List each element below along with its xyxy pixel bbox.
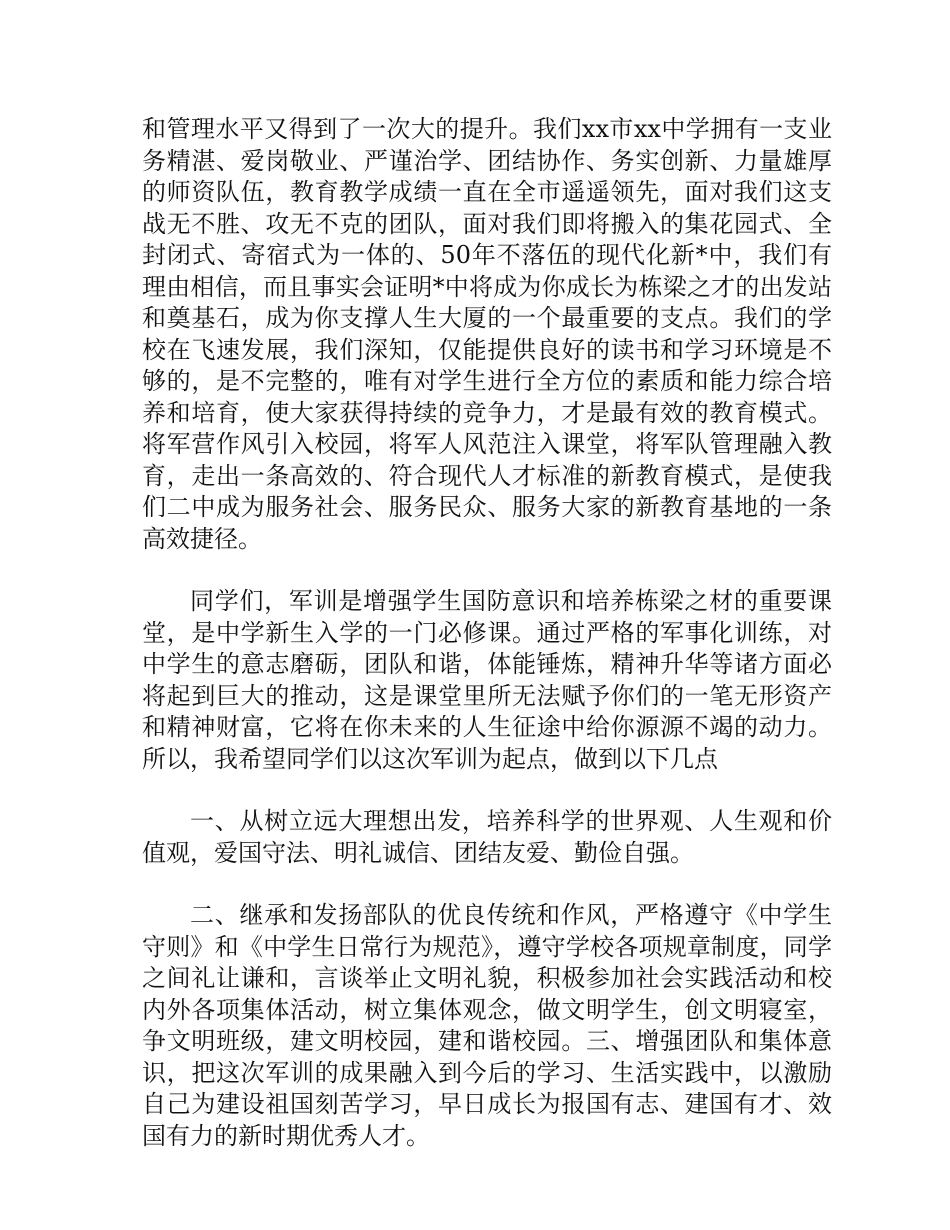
- paragraph-school-intro: 和管理水平又得到了一次大的提升。我们xx市xx中学拥有一支业务精湛、爱岗敬业、严谨治学、团结协作、务实创新、力量雄厚的师资队伍，教育教学成绩一直在全市遥遥领先，面对我们这支战无不胜、攻无不克的团队，面对我们即将搬入的集花园式、全封闭式、寄宿式为一体的、50年不落伍的现代化新*中，我们有理由相信，而且事实会证明*中将成为你成长为栋梁之才的出发站和奠基石，成为你支撑人生大厦的一个最重要的支点。我们的学校在飞速发展，我们深知，仅能提供良好的读书和学习环境是不够的，是不完整的，唯有对学生进行全方位的素质和能力综合培养和培育，使大家获得持续的竞争力，才是最有效的教育模式。将军营作风引入校园，将军人风范注入课堂，将军队管理融入教育，走出一条高效的、符合现代人才标准的新教育模式，是使我们二中成为服务社会、服务民众、服务大家的新教育基地的一条高效捷径。: [142, 115, 832, 553]
- paragraph-military-training: 同学们，军训是增强学生国防意识和培养栋梁之材的重要课堂，是中学新生入学的一门必修课。通过严格的军事化训练，对中学生的意志磨砺，团队和谐，体能锤炼，精神升华等诸方面必将起到巨大的推动，这是课堂里所无法赋予你们的一笔无形资产和精神财富，它将在你未来的人生征途中给你源源不竭的动力。所以，我希望同学们以这次军训为起点，做到以下几点: [142, 587, 832, 773]
- paragraph-point-one: 一、从树立远大理想出发，培养科学的世界观、人生观和价值观，爱国守法、明礼诚信、团结友爱、勤俭自强。: [142, 807, 832, 867]
- document-page: [142, 114, 832, 1183]
- paragraph-point-two-three: 二、继承和发扬部队的优良传统和作风，严格遵守《中学生守则》和《中学生日常行为规范》，遵守学校各项规章制度，同学之间礼让谦和，言谈举止文明礼貌，积极参加社会实践活动和校内外各项集体活动，树立集体观念，做文明学生，创文明寝室，争文明班级，建文明校园，建和谐校园。三、增强团队和集体意识，把这次军训的成果融入到今后的学习、生活实践中，以激励自己为建设祖国刻苦学习，早日成长为报国有志、建国有才、效国有力的新时期优秀人才。: [142, 901, 832, 1150]
